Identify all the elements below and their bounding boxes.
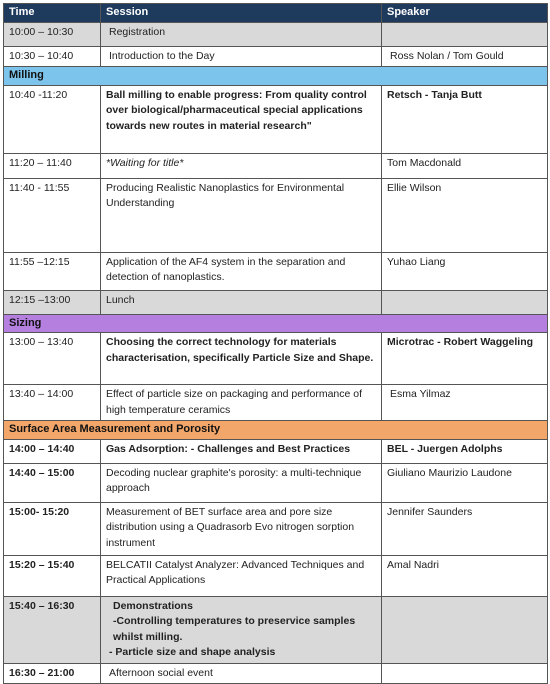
section-row-sizing xyxy=(4,314,548,333)
speaker-cell: Ross Nolan / Tom Gould xyxy=(382,46,548,67)
table-row xyxy=(4,555,548,596)
time-cell: 15:40 – 16:30 xyxy=(4,596,101,663)
speaker-cell: Ellie Wilson xyxy=(382,178,548,252)
speaker-cell: Tom Macdonald xyxy=(382,153,548,178)
session-cell xyxy=(101,596,382,663)
session-cell: Registration xyxy=(101,22,382,46)
session-cell: Application of the AF4 system in the separation and detection of nanoplastics. xyxy=(101,252,382,290)
time-cell: 15:00- 15:20 xyxy=(4,502,101,555)
time-cell: 11:40 - 11:55 xyxy=(4,178,101,252)
table-row xyxy=(4,85,548,153)
table-row xyxy=(4,290,548,314)
speaker-header: Speaker xyxy=(382,4,548,23)
time-cell: 11:20 – 11:40 xyxy=(4,153,101,178)
speaker-cell: Esma Yilmaz xyxy=(382,385,548,421)
time-cell: 15:20 – 15:40 xyxy=(4,555,101,596)
session-cell: Lunch xyxy=(101,290,382,314)
time-cell: 10:30 – 10:40 xyxy=(4,46,101,67)
speaker-cell: BEL - Juergen Adolphs xyxy=(382,439,548,463)
table-row xyxy=(4,439,548,463)
session-header: Session xyxy=(101,4,382,23)
demonstrations-item: - Particle size and shape analysis xyxy=(109,646,276,658)
session-cell: Measurement of BET surface area and pore size distribution using a Quadrasorb Evo nitrogen sorption instrument xyxy=(101,502,382,555)
section-row-milling xyxy=(4,67,548,86)
time-cell: 12:15 –13:00 xyxy=(4,290,101,314)
session-cell: Ball milling to enable progress: From quality control over biological/pharmaceutical special applications towards new routes in material research" xyxy=(101,85,382,153)
speaker-cell: Jennifer Saunders xyxy=(382,502,548,555)
session-cell: Gas Adsorption: - Challenges and Best Practices xyxy=(101,439,382,463)
table-row xyxy=(4,463,548,502)
demonstrations-item: -Controlling temperatures to preservice samples whilst milling. xyxy=(113,615,356,643)
section-title: Milling xyxy=(4,67,548,86)
time-cell: 13:40 – 14:00 xyxy=(4,385,101,421)
speaker-cell: Giuliano Maurizio Laudone xyxy=(382,463,548,502)
speaker-cell: Amal Nadri xyxy=(382,555,548,596)
session-cell: Effect of particle size on packaging and performance of high temperature ceramics xyxy=(101,385,382,421)
speaker-cell xyxy=(382,290,548,314)
session-cell: Producing Realistic Nanoplastics for Environmental Understanding xyxy=(101,178,382,252)
table-row xyxy=(4,502,548,555)
table-row xyxy=(4,153,548,178)
table-row xyxy=(4,22,548,46)
speaker-cell: Yuhao Liang xyxy=(382,252,548,290)
time-cell: 16:30 – 21:00 xyxy=(4,663,101,684)
table-row xyxy=(4,178,548,252)
speaker-cell xyxy=(382,22,548,46)
session-cell: BELCATII Catalyst Analyzer: Advanced Techniques and Practical Applications xyxy=(101,555,382,596)
session-cell: *Waiting for title* xyxy=(101,153,382,178)
time-cell: 11:55 –12:15 xyxy=(4,252,101,290)
session-cell: Introduction to the Day xyxy=(101,46,382,67)
speaker-cell xyxy=(382,663,548,684)
time-cell: 14:40 – 15:00 xyxy=(4,463,101,502)
table-row xyxy=(4,333,548,385)
section-row-surface-area xyxy=(4,421,548,440)
speaker-cell: Microtrac - Robert Waggeling xyxy=(382,333,548,385)
table-row xyxy=(4,385,548,421)
section-title: Surface Area Measurement and Porosity xyxy=(4,421,548,440)
session-cell: Decoding nuclear graphite's porosity: a multi-technique approach xyxy=(101,463,382,502)
demonstrations-title: Demonstrations xyxy=(113,599,193,612)
section-title: Sizing xyxy=(4,314,548,333)
time-header: Time xyxy=(4,4,101,23)
table-row xyxy=(4,596,548,663)
time-cell: 10:40 -11:20 xyxy=(4,85,101,153)
table-row xyxy=(4,252,548,290)
table-row xyxy=(4,663,548,684)
table-row xyxy=(4,46,548,67)
schedule-table xyxy=(3,3,548,684)
time-cell: 10:00 – 10:30 xyxy=(4,22,101,46)
session-cell: Choosing the correct technology for materials characterisation, specifically Particle Size and Shape. xyxy=(101,333,382,385)
time-cell: 14:00 – 14:40 xyxy=(4,439,101,463)
speaker-cell: Retsch - Tanja Butt xyxy=(382,85,548,153)
table-header-row xyxy=(4,4,548,23)
speaker-cell xyxy=(382,596,548,663)
session-cell: Afternoon social event xyxy=(101,663,382,684)
time-cell: 13:00 – 13:40 xyxy=(4,333,101,385)
